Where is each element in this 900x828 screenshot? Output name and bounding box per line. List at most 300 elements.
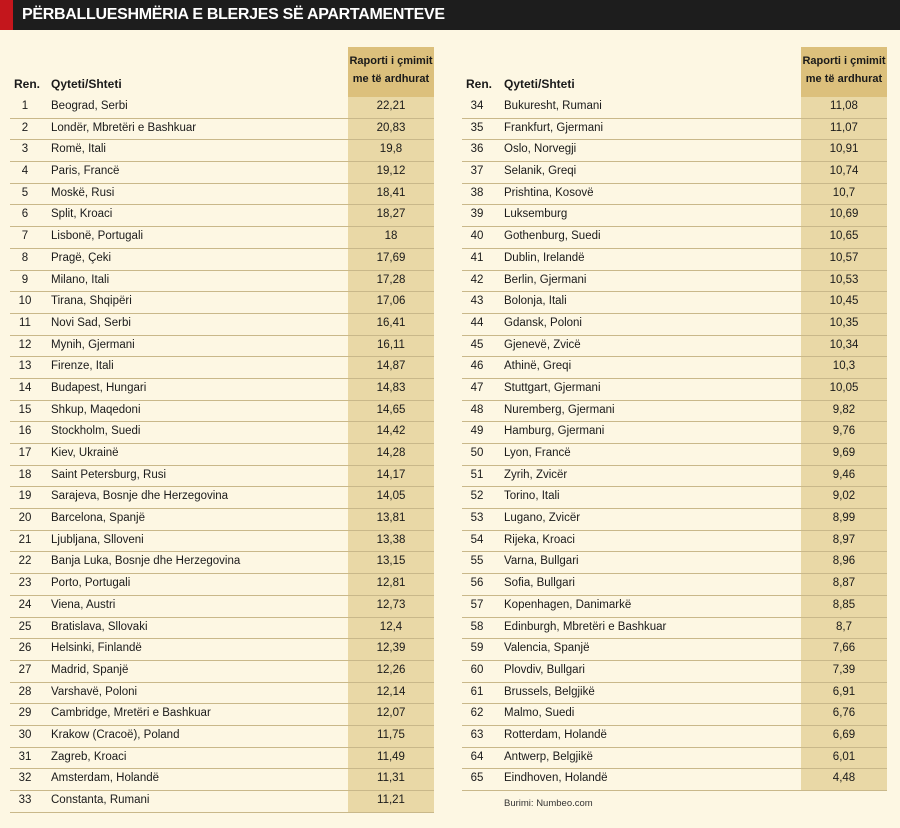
ratio-cell [801,162,887,183]
city-cell: Romë, Itali [51,143,106,156]
city-cell: Stuttgart, Gjermani [504,381,601,394]
rank-cell: 1 [21,100,29,112]
rank-cell: 35 [470,121,484,134]
ratio-header-line1: Raporti i çmimit [349,55,433,67]
ratio-column-header [801,47,887,97]
ratio-value: 18,27 [376,208,406,221]
rank-cell: 3 [21,143,29,156]
ratio-value: 13,15 [376,555,406,568]
table-row [10,574,434,596]
table-row [10,531,434,553]
city-cell: Torino, Itali [504,490,560,503]
ratio-cell [348,422,434,443]
ratio-value: 8,85 [832,598,856,611]
table-row [10,683,434,705]
ratio-value: 10,65 [829,230,859,243]
table-row [462,292,887,314]
ratio-value: 12,73 [376,598,406,611]
rank-cell: 27 [18,663,32,676]
city-cell: Varshavë, Poloni [51,685,138,698]
table-row [10,119,434,141]
ratio-cell [801,249,887,270]
ratio-value: 10,57 [829,251,859,264]
ratio-cell [348,162,434,183]
ratio-value: 12,39 [376,642,406,655]
ratio-cell [801,314,887,335]
ratio-cell [801,379,887,400]
ratio-value: 4,48 [832,772,856,785]
city-cell: Brussels, Belgjikë [504,685,595,698]
rank-cell: 48 [470,403,484,416]
ratio-cell [348,249,434,270]
ratio-cell [348,292,434,313]
table-row [10,704,434,726]
table-row [462,639,887,661]
table-row [10,184,434,206]
ratio-cell [348,97,434,118]
ratio-cell [801,271,887,292]
ratio-cell [801,639,887,660]
table-body [462,97,887,791]
ratio-value: 11,75 [377,728,405,741]
table-row [462,509,887,531]
ratio-value: 6,91 [832,685,856,698]
ratio-cell [801,509,887,530]
ratio-cell [348,444,434,465]
table-row [462,271,887,293]
rank-cell: 64 [470,750,484,763]
city-cell: Zagreb, Kroaci [51,750,127,763]
table-row [10,292,434,314]
city-cell: Mynih, Gjermani [51,338,135,351]
rank-cell: 30 [18,728,32,741]
table-row [462,466,887,488]
table-row [462,552,887,574]
city-cell: Banja Luka, Bosnje dhe Herzegovina [51,555,241,568]
ratio-column-header [348,47,434,97]
rank-cell: 39 [470,208,484,221]
table-row [10,357,434,379]
city-cell: Prishtina, Kosovë [504,186,594,199]
rank-cell: 14 [18,381,32,394]
ratio-value: 10,53 [829,273,859,286]
city-cell: Pragë, Çeki [51,251,112,264]
ratio-header-line1: Raporti i çmimit [802,55,886,67]
city-cell: Oslo, Norvegji [504,143,577,156]
ratio-value: 22,21 [376,100,406,112]
ratio-cell [801,97,887,118]
city-cell: Paris, Francë [51,165,120,178]
table-row [10,618,434,640]
ratio-cell [348,466,434,487]
table-row [462,97,887,119]
rank-cell: 59 [470,642,484,655]
rank-cell: 62 [470,707,484,720]
city-cell: Krakow (Cracoë), Poland [51,728,180,741]
ratio-cell [348,314,434,335]
rank-cell: 38 [470,186,484,199]
rank-cell: 28 [18,685,32,698]
ratio-cell [801,596,887,617]
city-cell: Constanta, Rumani [51,794,150,806]
table-body [10,97,434,813]
table-row [10,205,434,227]
ratio-value: 8,99 [832,512,856,525]
rank-cell: 16 [18,425,32,438]
ratio-cell [348,271,434,292]
ratio-value: 19,8 [379,143,403,156]
rank-cell: 25 [18,620,32,633]
ratio-cell [348,661,434,682]
city-cell: Barcelona, Spanjë [51,512,145,525]
ratio-value: 14,05 [376,490,406,503]
rank-cell: 13 [18,360,32,373]
table-row [462,314,887,336]
page-title: PËRBALLUESHMËRIA E BLERJES SË APARTAMENTEVE [22,6,445,23]
city-cell: Saint Petersburg, Rusi [51,468,167,481]
city-cell: Rotterdam, Holandë [504,728,607,741]
ranking-table-right [462,47,887,791]
ratio-value: 9,69 [832,447,856,459]
city-cell: Budapest, Hungari [51,381,147,394]
city-cell: Beograd, Serbi [51,100,128,112]
rank-cell: 26 [18,642,32,655]
table-row [10,487,434,509]
ratio-cell [801,769,887,790]
table-row [462,574,887,596]
rank-cell: 41 [470,251,484,264]
table-row [10,661,434,683]
rank-cell: 52 [470,490,484,503]
city-cell: Kiev, Ukrainë [51,447,119,459]
ratio-cell [801,444,887,465]
table-row [10,336,434,358]
rank-cell: 24 [18,598,32,611]
table-row [10,726,434,748]
rank-cell: 42 [470,273,484,286]
title-accent-bar [0,0,13,30]
rank-column-header: Ren. [466,77,493,91]
table-row [462,422,887,444]
city-cell: Varna, Bullgari [504,555,579,568]
rank-cell: 11 [19,316,31,329]
ratio-value: 12,26 [376,663,406,676]
rank-cell: 19 [18,490,32,503]
ratio-value: 18,41 [376,186,406,199]
ratio-cell [348,357,434,378]
ratio-value: 10,34 [829,338,859,351]
city-cell: Ljubljana, Slloveni [51,533,144,546]
ratio-value: 8,7 [836,620,852,633]
city-cell: Londër, Mbretëri e Bashkuar [51,121,197,134]
ratio-value: 12,81 [376,577,406,590]
ratio-cell [801,140,887,161]
ratio-value: 7,66 [832,642,856,655]
ratio-cell [801,704,887,725]
city-cell: Lyon, Francë [504,447,571,459]
ratio-cell [348,596,434,617]
table-row [10,748,434,770]
ratio-value: 10,69 [829,208,859,221]
table-row [10,791,434,813]
table-row [462,336,887,358]
city-cell: Rijeka, Kroaci [504,533,575,546]
city-cell: Novi Sad, Serbi [51,316,131,329]
ratio-value: 11,08 [830,100,858,112]
table-row [462,249,887,271]
rank-cell: 17 [18,447,32,459]
ratio-value: 10,3 [832,360,856,373]
city-cell: Stockholm, Suedi [51,425,141,438]
table-row [462,379,887,401]
ratio-cell [801,292,887,313]
table-row [10,401,434,423]
rank-cell: 56 [470,577,484,590]
ratio-value: 6,76 [832,707,856,720]
city-column-header: Qyteti/Shteti [51,77,122,91]
ratio-value: 8,96 [832,555,856,568]
ratio-cell [801,227,887,248]
ratio-value: 17,06 [376,295,406,308]
ratio-cell [801,574,887,595]
city-cell: Nuremberg, Gjermani [504,403,615,416]
table-row [462,726,887,748]
rank-cell: 58 [470,620,484,633]
city-cell: Shkup, Maqedoni [51,403,141,416]
city-cell: Dublin, Irelandë [504,251,585,264]
ratio-value: 14,42 [376,425,406,438]
rank-cell: 61 [470,685,484,698]
rank-cell: 32 [18,772,32,785]
ranking-table-left [10,47,434,813]
ratio-cell [348,379,434,400]
rank-cell: 5 [21,186,29,199]
ratio-value: 18 [384,230,398,243]
ratio-cell [801,422,887,443]
table-row [462,596,887,618]
ratio-value: 7,39 [832,663,856,676]
ratio-cell [348,205,434,226]
city-cell: Plovdiv, Bullgari [504,663,585,676]
table-row [10,249,434,271]
ratio-cell [348,140,434,161]
city-cell: Malmo, Suedi [504,707,575,720]
ratio-cell [348,119,434,140]
ratio-cell [801,336,887,357]
ratio-cell [348,184,434,205]
city-cell: Kopenhagen, Danimarkë [504,598,632,611]
ratio-value: 16,41 [376,316,406,329]
rank-cell: 8 [21,251,29,264]
rank-cell: 34 [470,100,484,112]
ratio-cell [348,726,434,747]
ratio-cell [801,487,887,508]
ratio-cell [801,401,887,422]
rank-cell: 45 [470,338,484,351]
city-cell: Valencia, Spanjë [504,642,590,655]
ratio-value: 13,81 [376,512,406,525]
rank-cell: 46 [470,360,484,373]
city-cell: Firenze, Itali [51,360,114,373]
table-row [462,531,887,553]
ratio-cell [348,639,434,660]
rank-cell: 9 [21,273,29,286]
ratio-value: 9,82 [832,403,856,416]
ratio-value: 13,38 [376,533,406,546]
ratio-value: 10,74 [829,165,859,178]
city-cell: Gjenevë, Zvicë [504,338,581,351]
city-cell: Sarajeva, Bosnje dhe Herzegovina [51,490,229,503]
ratio-value: 12,14 [376,685,406,698]
ratio-value: 17,69 [376,251,406,264]
city-cell: Tirana, Shqipëri [51,295,132,308]
table-row [10,769,434,791]
rank-cell: 54 [470,533,484,546]
table-row [462,683,887,705]
ratio-cell [348,574,434,595]
table-row [10,314,434,336]
ratio-cell [801,531,887,552]
table-row [10,509,434,531]
table-row [462,704,887,726]
city-cell: Gothenburg, Suedi [504,230,601,243]
rank-cell: 53 [470,512,484,525]
table-row [10,97,434,119]
ratio-cell [348,227,434,248]
ratio-value: 8,87 [832,577,856,590]
ratio-value: 8,97 [832,533,856,546]
ratio-value: 12,4 [379,620,403,633]
rank-cell: 22 [18,555,32,568]
table-row [10,140,434,162]
city-cell: Selanik, Greqi [504,165,577,178]
city-cell: Athinë, Greqi [504,360,572,373]
table-row [10,444,434,466]
rank-cell: 49 [470,425,484,438]
table-row [10,422,434,444]
ratio-value: 11,31 [377,772,405,785]
rank-column-header: Ren. [14,77,41,91]
ratio-cell [801,726,887,747]
table-row [462,184,887,206]
ratio-value: 10,05 [829,381,859,394]
ratio-value: 14,83 [376,381,406,394]
city-cell: Sofia, Bullgari [504,577,575,590]
table-row [462,205,887,227]
ratio-header-line2: me të ardhurat [352,73,430,85]
rank-cell: 23 [18,577,32,590]
table-header [462,47,887,97]
ratio-cell [801,552,887,573]
rank-cell: 15 [18,403,32,416]
ratio-value: 11,49 [377,750,405,763]
ratio-cell [348,683,434,704]
ratio-value: 9,02 [832,490,856,503]
city-cell: Berlin, Gjermani [504,273,587,286]
rank-cell: 2 [21,121,29,134]
city-cell: Bolonja, Itali [504,295,567,308]
ratio-cell [801,466,887,487]
table-row [462,748,887,770]
ratio-value: 16,11 [377,338,405,351]
city-cell: Lugano, Zvicër [504,512,581,525]
city-cell: Hamburg, Gjermani [504,425,605,438]
ratio-cell [801,618,887,639]
ratio-value: 6,69 [832,728,856,741]
city-cell: Porto, Portugali [51,577,131,590]
ratio-value: 10,45 [829,295,859,308]
city-cell: Milano, Itali [51,273,110,286]
ratio-value: 14,65 [376,403,406,416]
rank-cell: 31 [18,750,32,763]
ratio-cell [801,683,887,704]
ratio-cell [801,184,887,205]
table-row [462,162,887,184]
table-row [462,769,887,791]
rank-cell: 44 [470,316,484,329]
table-row [462,227,887,249]
city-cell: Luksemburg [504,208,568,221]
ratio-cell [348,791,434,812]
rank-cell: 18 [18,468,32,481]
ratio-value: 11,07 [830,121,858,134]
rank-cell: 57 [470,598,484,611]
city-cell: Gdansk, Poloni [504,316,582,329]
ratio-cell [801,661,887,682]
table-row [10,466,434,488]
ratio-cell [348,336,434,357]
city-cell: Split, Kroaci [51,208,113,221]
rank-cell: 60 [470,663,484,676]
title-bar [0,0,900,30]
city-cell: Cambridge, Mretëri e Bashkuar [51,707,211,720]
ratio-header-line2: me të ardhurat [805,73,883,85]
ratio-cell [801,119,887,140]
ratio-cell [348,704,434,725]
table-header [10,47,434,97]
rank-cell: 7 [21,230,29,243]
ratio-cell [348,748,434,769]
ratio-value: 9,76 [832,425,856,438]
rank-cell: 50 [470,447,484,459]
ratio-value: 9,46 [832,468,856,481]
city-cell: Lisbonë, Portugali [51,230,144,243]
ratio-value: 12,07 [376,707,406,720]
source-note: Burimi: Numbeo.com [504,798,593,809]
ratio-value: 10,35 [829,316,859,329]
city-column-header: Qyteti/Shteti [504,77,575,91]
table-row [462,401,887,423]
table-row [462,357,887,379]
ratio-value: 14,17 [376,468,406,481]
rank-cell: 40 [470,230,484,243]
rank-cell: 6 [21,208,29,221]
ratio-cell [348,618,434,639]
rank-cell: 43 [470,295,484,308]
ratio-cell [348,487,434,508]
ratio-value: 14,28 [376,447,406,459]
city-cell: Moskë, Rusi [51,186,115,199]
rank-cell: 20 [18,512,32,525]
ratio-cell [801,205,887,226]
rank-cell: 37 [470,165,484,178]
ratio-value: 10,7 [832,186,856,199]
table-row [10,227,434,249]
rank-cell: 29 [18,707,32,720]
table-row [462,444,887,466]
table-row [462,487,887,509]
ratio-cell [801,357,887,378]
